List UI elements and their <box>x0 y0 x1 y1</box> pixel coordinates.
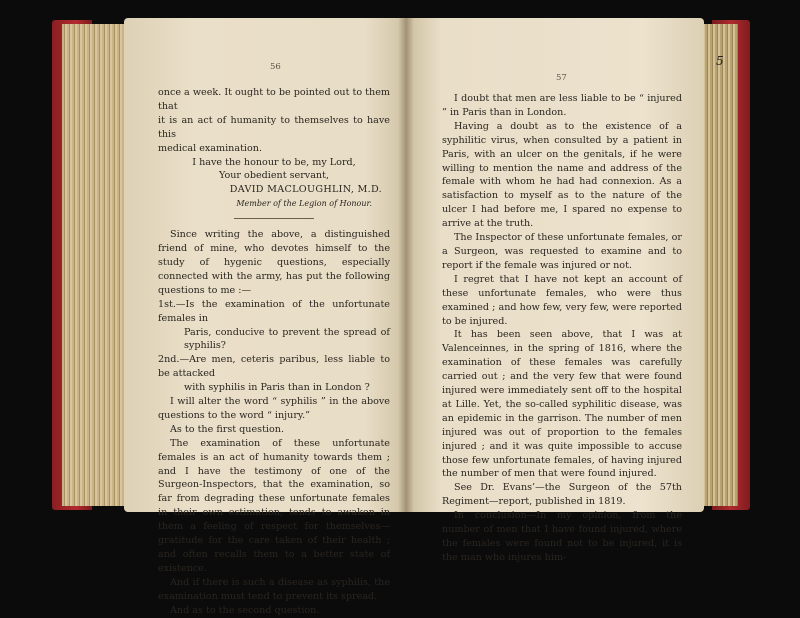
paragraph: And as to the second question. <box>170 604 320 616</box>
paragraph: with syphilis in Paris than in London ? <box>184 382 370 394</box>
paragraph: I doubt that men are less liable to be “ injured ” in Paris than in London. <box>442 93 682 118</box>
book-gutter <box>398 18 414 512</box>
paragraph: It has been seen above, that I was at Valenceinnes, in the spring of 1816, where the examination of these females was carefully carried out ; and the very few that were found injured were immediately sent off to the hospital at Lille. Yet, the so-called syphilitic disease, was an epidemic in the garrison. The number of men injured was out of proportion to the females injured ; and it was quite impossible to accuse those few unfortunate females, of having injured the number of men that were found injured. <box>442 329 682 480</box>
paragraph: I regret that I have not kept an account of these unfortunate females, who were thus examined ; and how few, very few, were reported to be injured. <box>442 273 682 327</box>
paragraph: Having a doubt as to the existence of a syphilitic virus, when consulted by a patient in Paris, with an ulcer on the genitals, if he were willing to mention the name and address of the female with whom he had had connexion. As a satisfaction to myself as to the nature of the ulcer I had before me, I spared no expense to arrive at the truth. <box>442 120 682 230</box>
paragraph: The Inspector of these unfortunate females, or a Surgeon, was requested to examine and to report if the female was injured or not. <box>442 232 682 271</box>
left-page-text <box>158 86 390 618</box>
text-line: medical examination. <box>158 142 262 154</box>
letter-closing <box>158 86 390 211</box>
paragraph: The examination of these unfortunate females is an act of humanity towards them ; and I have the testimony of one of the Surgeon-Inspectors, that the examination, so far from degrading these unfortunate females in their own estimation, tends to awaken in them a feeling of respect for themselves—gratitude for the care taken of their health ; and often recalls them to a better state of existence. <box>158 437 390 574</box>
paragraph: As to the first question. <box>170 423 285 435</box>
paragraph: And if there is such a disease as syphilis, the examination must tend to prevent its spread. <box>158 576 390 602</box>
page-number-right: 57 <box>556 73 567 83</box>
left-page-body <box>158 228 390 617</box>
text-line: DAVID MACLOUGHLIN, M.D. <box>229 184 382 196</box>
text-line: I have the honour to be, my Lord, <box>192 156 356 168</box>
corner-mark: 5 <box>716 54 724 68</box>
paragraph: Paris, conducive to prevent the spread of syphilis? <box>184 326 390 352</box>
page-number-left: 56 <box>270 62 281 72</box>
paragraph: See Dr. Evans’—the Surgeon of the 57th Regiment—report, published in 1819. <box>442 482 682 508</box>
paragraph: I will alter the word “ syphilis ” in the above questions to the word “ injury.” <box>158 396 390 421</box>
right-page-body <box>442 92 682 565</box>
paragraph: Since writing the above, a distinguished friend of mine, who devotes himself to the study of hygenic questions, especially connected with the army, has put the following questions to me :— <box>158 229 390 296</box>
text-line: Member of the Legion of Honour. <box>236 199 372 209</box>
right-page <box>406 18 704 563</box>
paragraph: In conclusion—In my opinion, from the number of men that I have found injured, where the females were found not to be injured, it is the man who injures him- <box>442 510 682 563</box>
paragraph: 1st.—Is the examination of the unfortunate females in <box>158 298 390 324</box>
text-line: Your obedient servant, <box>218 170 330 182</box>
section-divider <box>234 218 314 219</box>
text-line: it is an act of humanity to themselves to have this <box>158 114 390 140</box>
paragraph: 2nd.—Are men, ceteris paribus, less liable to be attacked <box>158 354 390 380</box>
page-edges-left <box>62 24 132 506</box>
text-line: once a week. It ought to be pointed out to them that <box>158 87 390 112</box>
left-page <box>124 18 408 616</box>
